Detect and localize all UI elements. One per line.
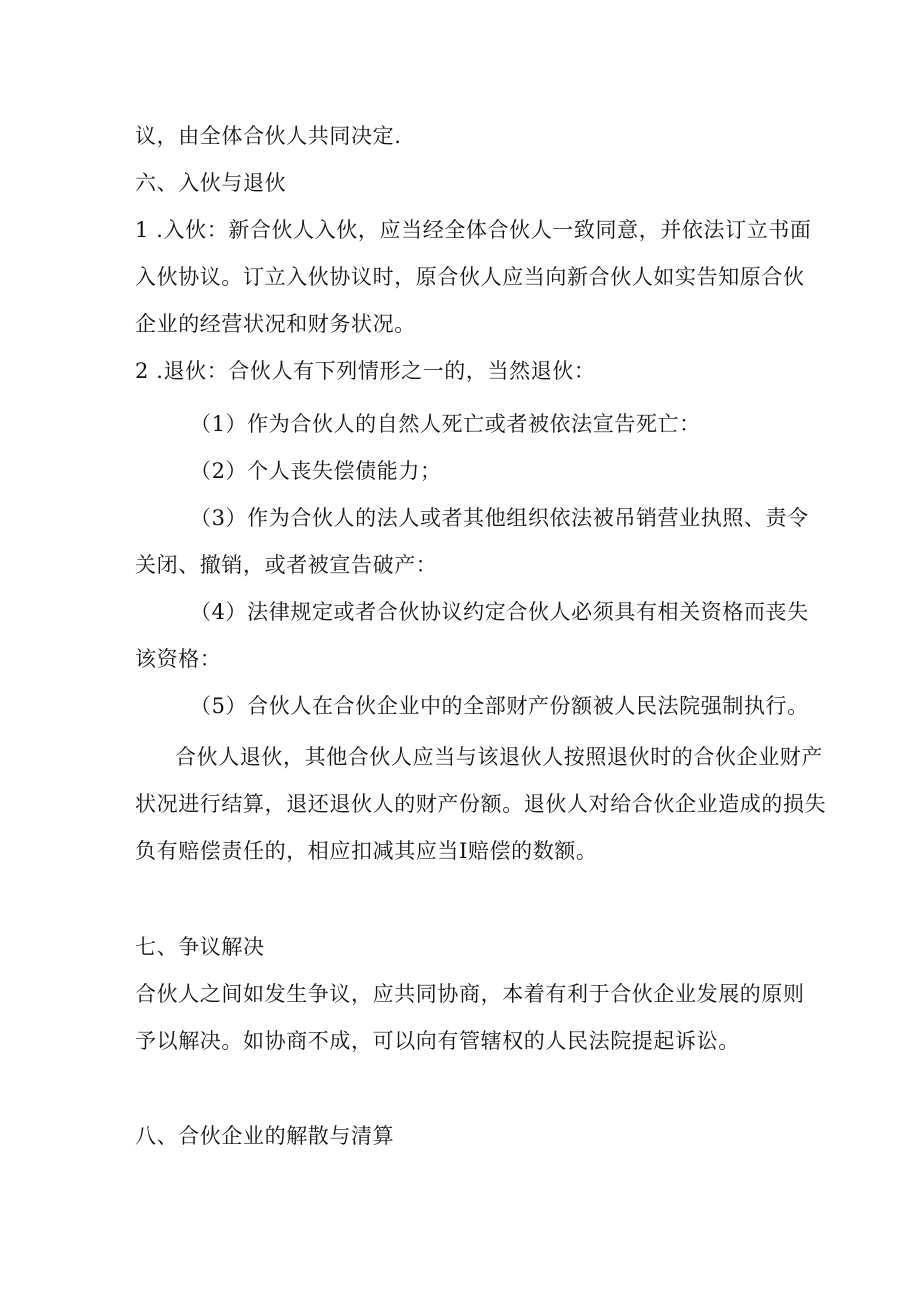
list-item: （5）合伙人在合伙企业中的全部财产份额被人民法院强制执行。 <box>190 694 809 718</box>
paragraph-line: 状况进行结算，退还退伙人的财产份额。退伙人对给合伙企业造成的损失 <box>135 792 827 816</box>
list-item: （1）作为合伙人的自然人死亡或者被依法宣告死亡： <box>190 412 701 436</box>
section-heading: 八、合伙企业的解散与清算 <box>135 1124 395 1148</box>
section-heading: 七、争议解决 <box>135 935 265 959</box>
paragraph-line: 该资格： <box>135 647 222 671</box>
paragraph-line: 合伙人之间如发生争议，应共同协商，本着有利于合伙企业发展的原则 <box>135 982 805 1006</box>
section-heading: 六、入伙与退伙 <box>135 171 287 195</box>
paragraph-line: 1 .入伙：新合伙人入伙，应当经全体合伙人一致同意，并依法订立书面 <box>135 218 812 242</box>
paragraph-line: 合伙人退伙，其他合伙人应当与该退伙人按照退伙时的合伙企业财产 <box>175 745 823 769</box>
paragraph-line: 入伙协议。订立入伙协议时，原合伙人应当向新合伙人如实告知原合伙 <box>135 265 805 289</box>
paragraph-line: 负有赔偿责任的，相应扣减其应当I赔偿的数额。 <box>135 839 598 863</box>
list-item: （3）作为合伙人的法人或者其他组织依法被吊销营业执照、责令 <box>190 506 809 530</box>
paragraph-line: 议，由全体合伙人共同决定. <box>135 124 402 148</box>
list-item: （2）个人丧失偿债能力； <box>190 459 442 483</box>
paragraph-line: 2 .退伙：合伙人有下列情形之一的，当然退伙： <box>135 359 596 383</box>
paragraph-line: 予以解决。如协商不成，可以向有管辖权的人民法院提起诉讼。 <box>135 1029 740 1053</box>
paragraph-line: 关闭、撤销，或者被宣告破产： <box>135 553 438 577</box>
list-item: （4）法律规定或者合伙协议约定合伙人必须具有相关资格而丧失 <box>190 600 809 624</box>
paragraph-line: 企业的经营状况和财务状况。 <box>135 312 416 336</box>
